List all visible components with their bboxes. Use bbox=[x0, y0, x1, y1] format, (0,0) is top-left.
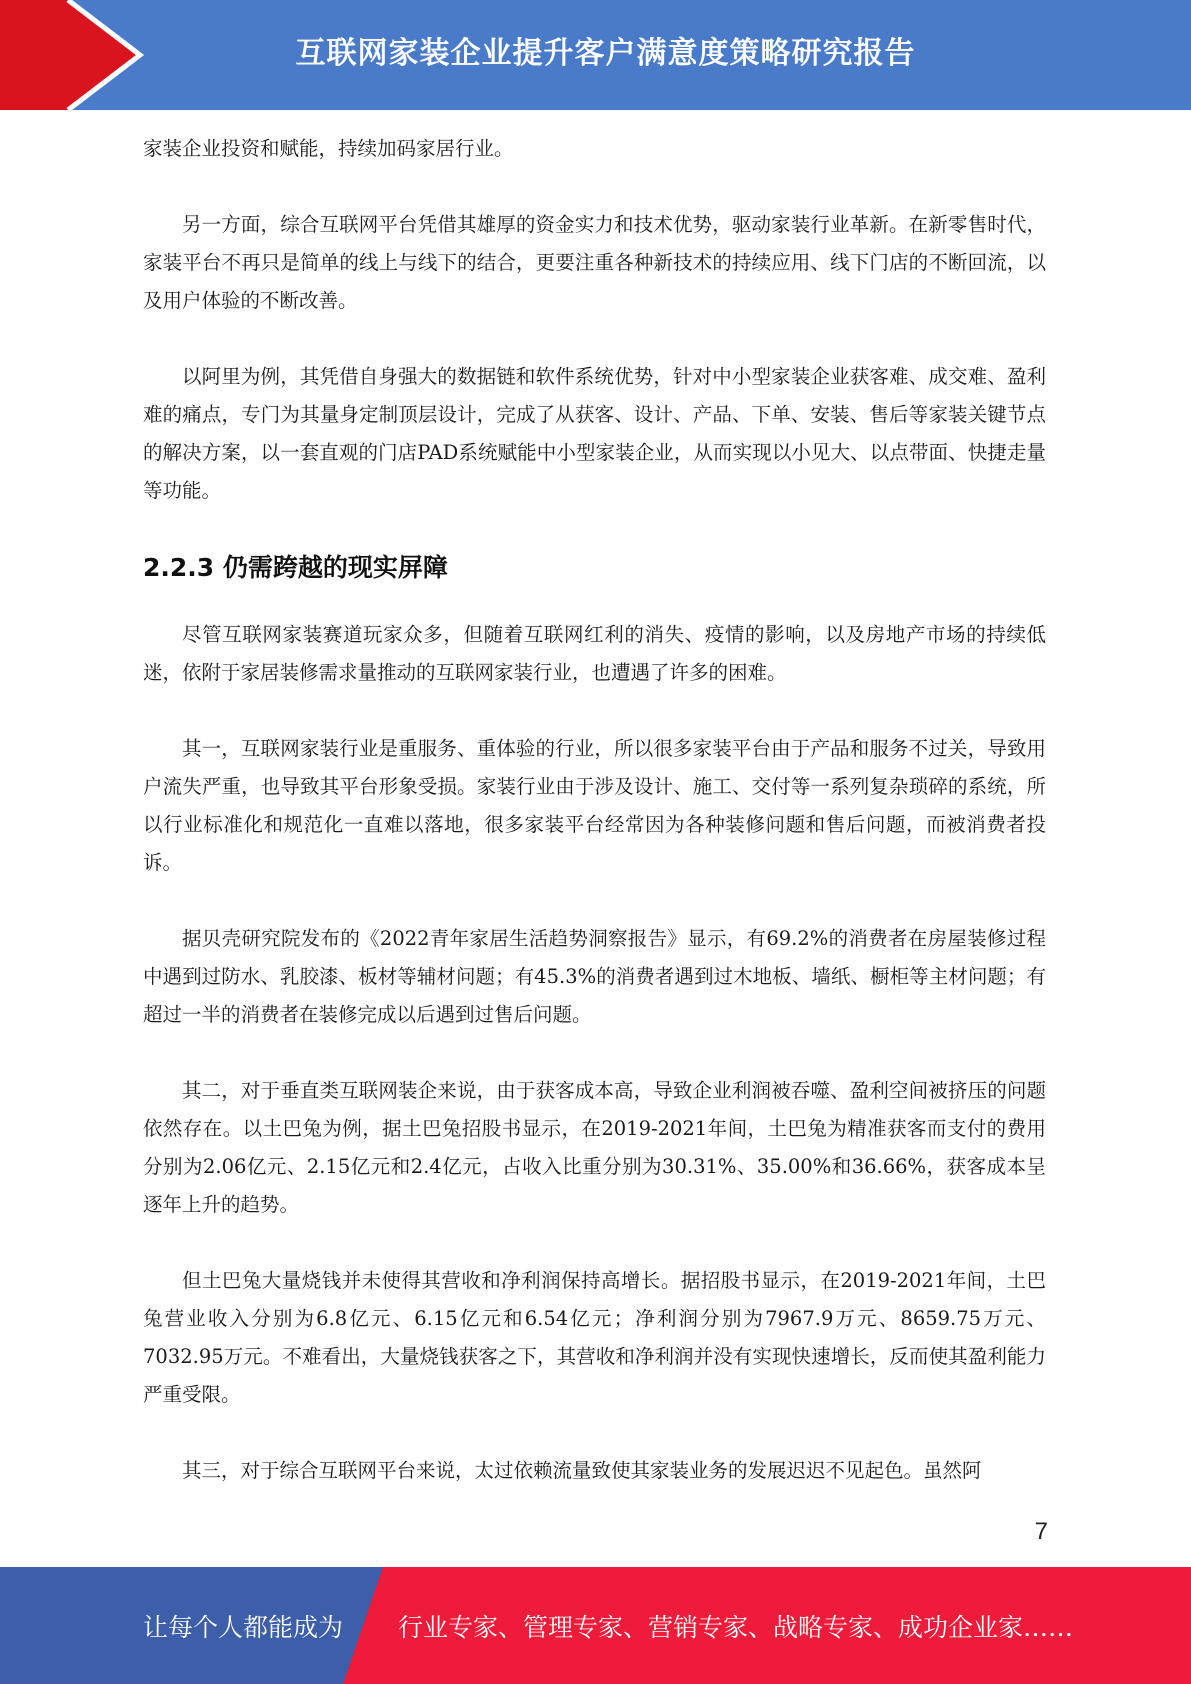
footer-slogan-left: 让每个人都能成为 bbox=[143, 1612, 344, 1642]
paragraph: 其三，对于综合互联网平台来说，太过依赖流量致使其家装业务的发展迟迟不见起色。虽然阿 bbox=[182, 1459, 982, 1482]
paragraph: 家装企业投资和赋能，持续加码家居行业。 bbox=[143, 137, 514, 160]
section-heading: 2.2.3 仍需跨越的现实屏障 bbox=[143, 553, 448, 582]
paragraph: 以阿里为例，其凭借自身强大的数据链和软件系统优势，针对中小型家装企业获客难、成交难、盈利难的痛点，专门为其量身定制顶层设计，完成了从获客、设计、产品、下单、安装、售后等家装关键节点的解决方案，以一套直观的门店PAD系统赋能中小型家装企业，从而实现以小见大、以点带面、快捷走量等功能。 bbox=[143, 365, 1046, 502]
footer-slogan-right: 行业专家、管理专家、营销专家、战略专家、成功企业家…… bbox=[398, 1612, 1074, 1642]
paragraph: 其二，对于垂直类互联网装企来说，由于获客成本高，导致企业利润被吞噬、盈利空间被挤压的问题依然存在。以土巴兔为例，据土巴兔招股书显示，在2019-2021年间，土巴兔为精准获客而支付的费用分别为2.06亿元、2.15亿元和2.4亿元，占收入比重分别为30.31%、35.00%和36.66%，获客成本呈逐年上升的趋势。 bbox=[143, 1079, 1046, 1216]
paragraph: 尽管互联网家装赛道玩家众多，但随着互联网红利的消失、疫情的影响，以及房地产市场的持续低迷，依附于家居装修需求量推动的互联网家装行业，也遭遇了许多的困难。 bbox=[143, 623, 1046, 684]
paragraph: 但土巴兔大量烧钱并未使得其营收和净利润保持高增长。据招股书显示，在2019-2021年间，土巴兔营业收入分别为6.8亿元、6.15亿元和6.54亿元；净利润分别为7967.9万元、8659.75万元、7032.95万元。不难看出，大量烧钱获客之下，其营收和净利润并没有实现快速增长，反而使其盈利能力严重受限。 bbox=[143, 1269, 1046, 1406]
paragraph: 其一，互联网家装行业是重服务、重体验的行业，所以很多家装平台由于产品和服务不过关，导致用户流失严重，也导致其平台形象受损。家装行业由于涉及设计、施工、交付等一系列复杂琐碎的系统，所以行业标准化和规范化一直难以落地，很多家装平台经常因为各种装修问题和售后问题，而被消费者投诉。 bbox=[143, 737, 1046, 874]
document-body bbox=[143, 130, 1046, 1528]
page-number: 7 bbox=[1034, 1518, 1048, 1545]
page-header bbox=[0, 0, 1191, 110]
report-title: 互联网家装企业提升客户满意度策略研究报告 bbox=[295, 36, 916, 71]
page-footer bbox=[0, 1567, 1191, 1684]
paragraph: 另一方面，综合互联网平台凭借其雄厚的资金实力和技术优势，驱动家装行业革新。在新零售时代，家装平台不再只是简单的线上与线下的结合，更要注重各种新技术的持续应用、线下门店的不断回流，以及用户体验的不断改善。 bbox=[143, 213, 1046, 312]
paragraph: 据贝壳研究院发布的《2022青年家居生活趋势洞察报告》显示，有69.2%的消费者在房屋装修过程中遇到过防水、乳胶漆、板材等辅材问题；有45.3%的消费者遇到过木地板、墙纸、橱柜等主材问题；有超过一半的消费者在装修完成以后遇到过售后问题。 bbox=[143, 927, 1046, 1026]
